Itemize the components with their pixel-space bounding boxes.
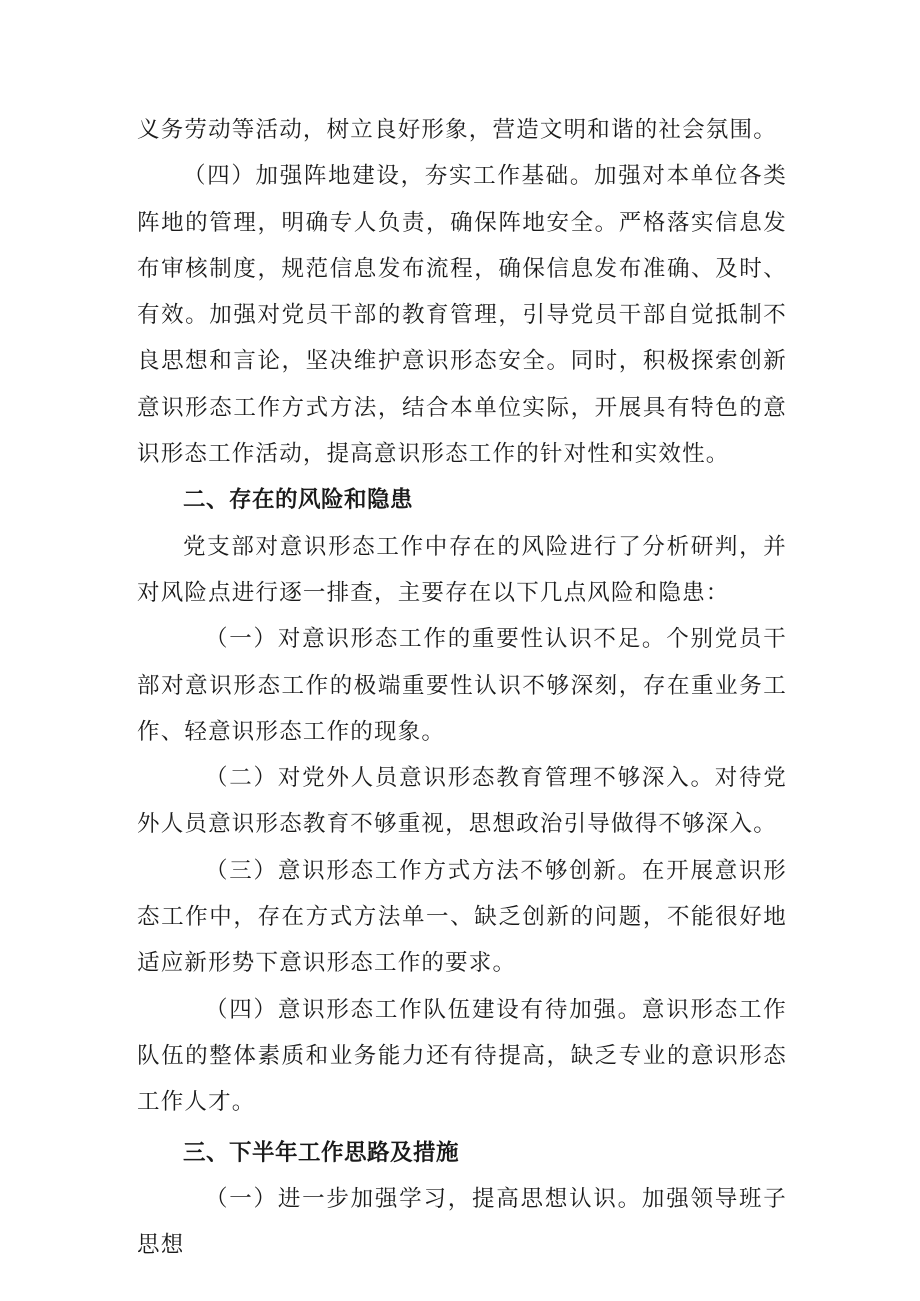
paragraph-risk-intro: 党支部对意识形态工作中存在的风险进行了分析研判，并对风险点进行逐一排查，主要存在以下几点风险和隐患： bbox=[137, 533, 787, 606]
paragraph-plan-1: （一）进一步加强学习，提高思想认识。加强领导班子思想 bbox=[137, 1185, 787, 1259]
section-heading-risks: 二、存在的风险和隐患 bbox=[183, 487, 414, 514]
paragraph-risk-3: （三）意识形态工作方式方法不够创新。在开展意识形态工作中，存在方式方法单一、缺乏创新的问题，不能很好地适应新形势下意识形态工作的要求。 bbox=[137, 857, 787, 977]
paragraph-risk-2: （二）对党外人员意识形态教育管理不够深入。对待党外人员意识形态教育不够重视，思想政治引导做得不够深入。 bbox=[137, 765, 787, 838]
paragraph-risk-1: （一）对意识形态工作的重要性认识不足。个别党员干部对意识形态工作的极端重要性认识不够深刻，存在重业务工作、轻意识形态工作的现象。 bbox=[137, 626, 787, 745]
paragraph-risk-4: （四）意识形态工作队伍建设有待加强。意识形态工作队伍的整体素质和业务能力还有待提高，缺乏专业的意识形态工作人才。 bbox=[137, 996, 787, 1116]
paragraph-continuation: 义务劳动等活动，树立良好形象，营造文明和谐的社会氛围。 bbox=[137, 117, 777, 143]
document-page bbox=[137, 107, 787, 1268]
paragraph-position-building: （四）加强阵地建设，夯实工作基础。加强对本单位各类阵地的管理，明确专人负责，确保阵地安全。严格落实信息发布审核制度，规范信息发布流程，确保信息发布准确、及时、有效。加强对党员干部的教育管理，引导党员干部自觉抵制不良思想和言论，坚决维护意识形态安全。同时，积极探索创新意识形态工作方式方法，结合本单位实际，开展具有特色的意识形态工作活动，提高意识形态工作的针对性和实效性。 bbox=[137, 163, 787, 468]
section-heading-plans: 三、下半年工作思路及措施 bbox=[183, 1139, 460, 1166]
